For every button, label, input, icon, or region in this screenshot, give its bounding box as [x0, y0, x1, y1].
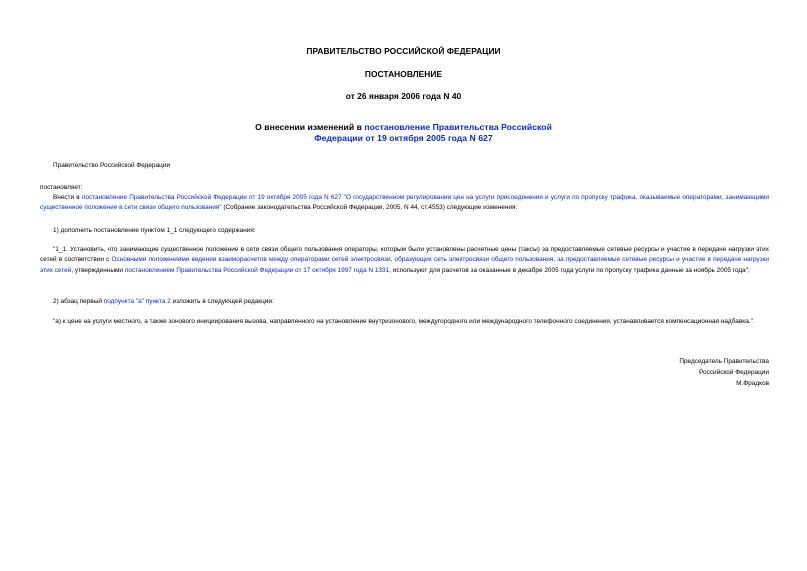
government-header: ПРАВИТЕЛЬСТВО РОССИЙСКОЙ ФЕДЕРАЦИИ [306, 46, 501, 56]
issuer-text: Правительство Российской Федерации [53, 162, 171, 169]
intro-paragraph [40, 193, 769, 214]
quote1-text-2: , утвержденными [71, 266, 125, 274]
signature-name: М.Фрадков [736, 379, 769, 387]
quote1-decree-1331-link[interactable]: постановлением Правительства Российской Федерации от 17 октября 1997 года N 1331 [124, 266, 390, 274]
title-prefix: О внесении изменений в [255, 122, 365, 132]
item2-paragraph [53, 297, 274, 307]
quote1-text-3: , используют для расчетов за оказанные в декабре 2005 года услуги по пропуску трафика данные за ноябрь 2005 года"; [389, 266, 750, 274]
intro-decree-link[interactable]: постановление Правительства Российской Федерации от 19 октября 2005 года N 627 "О государственном регулировании цен на услуги присоединения и услуги по пропуску трафика, оказываемые операторами, занимающими существенное положение в сети связи общего пользования" [40, 194, 769, 212]
signature-title: Председатель Правительства [679, 358, 769, 365]
intro-text-2: (Собрание законодательства Российской Федерации, 2005, N 44, ст.4553) следующие изменения: [221, 204, 518, 212]
item2-text-2: изложить в следующей редакции: [170, 298, 274, 305]
quote1-provisions-link[interactable]: Основными положениями ведения взаиморасчетов между операторами сетей электросвязи, образующих сеть электросвязи общего пользования, за предоставляемые сетевые ресурсы и участие в передаче нагрузки этих сетей [40, 256, 769, 274]
quote1-paragraph [40, 245, 769, 276]
decrees-text: постановляет: [40, 184, 83, 191]
intro-text-1: Внести в [53, 194, 82, 201]
quote1-text-1: "1_1. Установить, что занимающие существенное положение в сети связи общего пользования операторы, которым были установлены расчетные цены (таксы) за предоставляемые сетевые ресурсы и участие в передаче нагрузки этих сетей в соответствии с [40, 246, 769, 264]
quote2-paragraph: "а) к цене на услуги местного, а также зонового инициирования вызова, направленного на установление внутризонового, междугородного или международного телефонного соединения, устанавливается компенсационная надбавка.". [53, 318, 755, 325]
item1-text: 1) дополнить постановление пунктом 1_1 следующего содержания: [53, 227, 256, 234]
signature-organization: Российской Федерации [698, 368, 769, 376]
title-link-part1[interactable]: постановление Правительства Российской [364, 122, 552, 132]
document-type: ПОСТАНОВЛЕНИЕ [364, 69, 443, 79]
document-date-number: от 26 января 2006 года N 40 [345, 91, 462, 101]
document-title [0, 122, 807, 144]
signature-block [679, 357, 769, 389]
document-title-line1 [0, 122, 807, 133]
item2-subparagraph-link[interactable]: подпункта "а" пункта 2 [103, 298, 171, 305]
item2-text-1: 2) абзац первый [53, 298, 104, 305]
title-link-part2[interactable]: Федерации от 19 октября 2005 года N 627 [314, 133, 493, 143]
